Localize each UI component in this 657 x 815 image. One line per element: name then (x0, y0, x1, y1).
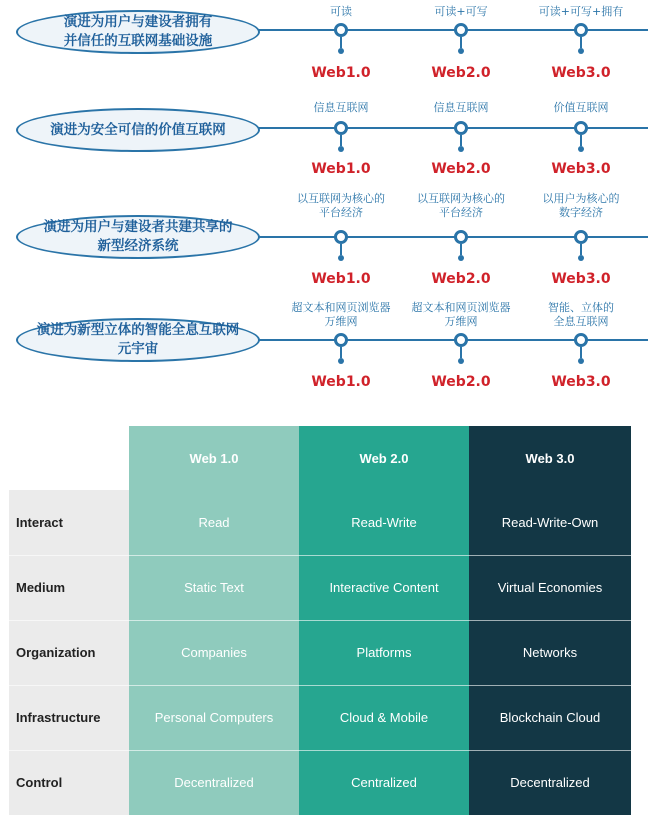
caption-line: 数字经济 (559, 206, 603, 219)
node-stem (580, 37, 582, 48)
stage-node (454, 23, 468, 37)
table-cell: Static Text (129, 555, 299, 620)
stage-caption (276, 301, 406, 329)
timeline-row (0, 298, 657, 396)
row-label: Interact (9, 490, 129, 555)
row-label: Infrastructure (9, 685, 129, 750)
row-label: Medium (9, 555, 129, 620)
node-stem (340, 37, 342, 48)
header-web3: Web 3.0 (469, 426, 631, 490)
web-version-label: Web2.0 (431, 161, 491, 177)
caption-line: 可读+可写+拥有 (538, 5, 624, 18)
stage-caption (516, 301, 646, 329)
stage-node (334, 230, 348, 244)
web-version-label: Web3.0 (551, 65, 611, 81)
node-dot (338, 146, 344, 152)
caption-line: 平台经济 (439, 206, 483, 219)
bubble-line: 演进为安全可信的价值互联网 (50, 121, 226, 138)
web-version-label: Web1.0 (311, 65, 371, 81)
web-version-label: Web1.0 (311, 374, 371, 390)
evolution-bubble (16, 108, 260, 152)
stage-caption (276, 192, 406, 220)
bubble-line: 新型经济系统 (97, 238, 179, 254)
node-stem (460, 347, 462, 358)
web-version-label: Web3.0 (551, 271, 611, 287)
stage-caption (396, 192, 526, 220)
web-version-label: Web3.0 (551, 374, 611, 390)
node-dot (578, 358, 584, 364)
stage-node (574, 121, 588, 135)
caption-line: 可读 (330, 5, 352, 18)
web-comparison-table (9, 426, 631, 795)
node-stem (340, 347, 342, 358)
node-stem (460, 244, 462, 255)
caption-line: 全息互联网 (553, 315, 609, 328)
node-stem (340, 244, 342, 255)
bubble-line: 并信任的互联网基础设施 (63, 33, 213, 49)
caption-line: 以互联网为核心的 (297, 192, 385, 205)
timeline-row (0, 191, 657, 289)
table-cell: Companies (129, 620, 299, 685)
node-stem (580, 347, 582, 358)
bubble-line: 演进为新型立体的智能全息互联网 (36, 322, 240, 338)
caption-line: 万维网 (324, 315, 358, 328)
caption-line: 超文本和网页浏览器 (291, 301, 391, 314)
caption-line: 信息互联网 (433, 101, 489, 114)
row-divider (9, 750, 631, 751)
stage-node (334, 121, 348, 135)
node-dot (578, 48, 584, 54)
timeline-row (0, 98, 657, 196)
caption-line: 价值互联网 (553, 101, 609, 114)
table-cell: Personal Computers (129, 685, 299, 750)
stage-caption (396, 5, 526, 19)
header-web1: Web 1.0 (129, 426, 299, 490)
stage-node (574, 23, 588, 37)
timeline-line (258, 236, 648, 238)
stage-node (334, 333, 348, 347)
row-divider (9, 685, 631, 686)
node-dot (338, 255, 344, 261)
evolution-bubble (16, 10, 260, 54)
timeline-line (258, 339, 648, 341)
table-cell: Blockchain Cloud (469, 685, 631, 750)
caption-line: 以互联网为核心的 (417, 192, 505, 205)
table-cell: Decentralized (129, 750, 299, 815)
node-stem (460, 37, 462, 48)
caption-line: 以用户为核心的 (542, 192, 620, 205)
web-version-label: Web2.0 (431, 271, 491, 287)
web-version-label: Web3.0 (551, 161, 611, 177)
node-dot (338, 358, 344, 364)
bubble-line: 演进为用户与建设者共建共享的 (43, 219, 233, 235)
bubble-line: 演进为用户与建设者拥有 (63, 14, 213, 30)
caption-line: 信息互联网 (313, 101, 369, 114)
stage-caption (516, 5, 646, 19)
table-cell: Centralized (299, 750, 469, 815)
table-cell: Networks (469, 620, 631, 685)
table-cell: Read-Write (299, 490, 469, 555)
stage-caption (396, 101, 526, 115)
timeline-line (258, 127, 648, 129)
table-cell: Platforms (299, 620, 469, 685)
caption-line: 可读+可写 (434, 5, 488, 18)
stage-node (574, 333, 588, 347)
table-cell: Virtual Economies (469, 555, 631, 620)
evolution-bubble (16, 215, 260, 259)
caption-line: 万维网 (444, 315, 478, 328)
table-cell: Interactive Content (299, 555, 469, 620)
stage-node (454, 230, 468, 244)
row-divider (9, 620, 631, 621)
node-dot (458, 48, 464, 54)
node-dot (578, 146, 584, 152)
table-cell: Cloud & Mobile (299, 685, 469, 750)
web-version-label: Web1.0 (311, 161, 371, 177)
row-divider (9, 555, 631, 556)
stage-node (574, 230, 588, 244)
stage-node (454, 121, 468, 135)
bubble-line: 元宇宙 (117, 341, 159, 357)
node-dot (458, 358, 464, 364)
row-label: Organization (9, 620, 129, 685)
web-version-label: Web2.0 (431, 374, 491, 390)
node-dot (578, 255, 584, 261)
header-web2: Web 2.0 (299, 426, 469, 490)
node-stem (580, 244, 582, 255)
caption-line: 平台经济 (319, 206, 363, 219)
node-stem (340, 135, 342, 146)
table-cell: Read (129, 490, 299, 555)
node-dot (458, 146, 464, 152)
evolution-bubble (16, 318, 260, 362)
stage-caption (276, 101, 406, 115)
table-cell: Read-Write-Own (469, 490, 631, 555)
stage-caption (516, 101, 646, 115)
node-stem (460, 135, 462, 146)
web-version-label: Web1.0 (311, 271, 371, 287)
stage-caption (396, 301, 526, 329)
node-dot (458, 255, 464, 261)
stage-node (334, 23, 348, 37)
stage-node (454, 333, 468, 347)
stage-caption (276, 5, 406, 19)
node-dot (338, 48, 344, 54)
caption-line: 智能、立体的 (548, 301, 614, 314)
node-stem (580, 135, 582, 146)
table-cell: Decentralized (469, 750, 631, 815)
row-label: Control (9, 750, 129, 815)
timeline-row (0, 0, 657, 98)
timeline-line (258, 29, 648, 31)
stage-caption (516, 192, 646, 220)
caption-line: 超文本和网页浏览器 (411, 301, 511, 314)
web-version-label: Web2.0 (431, 65, 491, 81)
